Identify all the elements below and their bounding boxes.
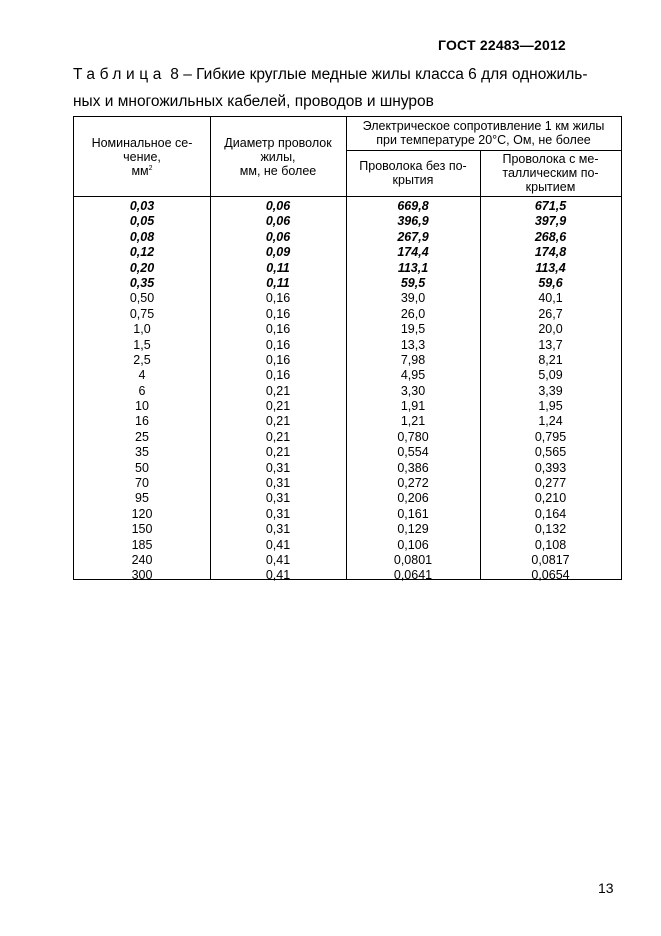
cell-resistance-coated: 59,6 xyxy=(538,275,563,290)
group-header-resistance xyxy=(346,119,621,147)
table-row xyxy=(74,491,621,506)
table-caption-label: Таблица xyxy=(73,66,166,83)
cell-section: 0,03 xyxy=(129,199,155,213)
column-header-bare xyxy=(346,159,480,187)
column-header-section-line2: чение, xyxy=(123,150,161,164)
table-row xyxy=(74,353,621,368)
cell-resistance-bare: 0,106 xyxy=(397,537,429,552)
cell-resistance-coated: 0,108 xyxy=(534,537,567,552)
cell-resistance-coated: 20,0 xyxy=(538,322,563,337)
cell-diameter: 0,21 xyxy=(265,445,291,460)
page-number: 13 xyxy=(598,880,614,896)
cell-resistance-bare: 0,386 xyxy=(397,460,429,475)
cell-section: 0,35 xyxy=(129,275,155,290)
cell-resistance-coated: 0,0654 xyxy=(531,568,570,583)
cell-diameter: 0,11 xyxy=(266,275,290,290)
table-row xyxy=(74,461,621,476)
cell-resistance-bare: 0,780 xyxy=(397,429,429,444)
cell-section: 240 xyxy=(131,552,153,567)
cell-diameter: 0,16 xyxy=(265,291,291,306)
cell-diameter: 0,31 xyxy=(265,506,291,521)
cell-section: 120 xyxy=(131,506,153,521)
table-row xyxy=(74,307,621,322)
column-header-diameter-line3: мм, не более xyxy=(239,164,317,178)
cell-resistance-bare: 13,3 xyxy=(400,337,426,352)
column-header-coated-line3: крытием xyxy=(525,180,576,194)
column-header-coated-line1: Проволока с ме- xyxy=(502,152,599,166)
cell-resistance-bare: 0,206 xyxy=(397,491,429,506)
table-row xyxy=(74,430,621,445)
cell-diameter: 0,41 xyxy=(265,552,291,567)
cell-resistance-bare: 113,1 xyxy=(397,260,429,275)
column-header-diameter-line1: Диаметр проволок xyxy=(224,136,332,150)
cell-resistance-bare: 0,0801 xyxy=(393,552,433,567)
table-row xyxy=(74,291,621,306)
table-body xyxy=(74,199,621,584)
table-row xyxy=(74,230,621,245)
column-header-section xyxy=(74,136,210,178)
cell-resistance-coated: 8,21 xyxy=(538,352,563,367)
cell-resistance-coated: 0,164 xyxy=(534,506,567,521)
group-header-resistance-line2: при температуре 20°С, Ом, не более xyxy=(376,133,591,147)
cell-section: 50 xyxy=(135,460,149,475)
cell-resistance-coated: 268,6 xyxy=(534,229,567,244)
cell-resistance-coated: 0,277 xyxy=(534,476,567,491)
table-row xyxy=(74,276,621,291)
header-bottom-divider xyxy=(74,196,621,197)
table-row xyxy=(74,399,621,414)
cell-section: 0,50 xyxy=(129,291,155,306)
cell-section: 150 xyxy=(131,522,153,537)
cell-section: 2,5 xyxy=(133,352,151,367)
cell-resistance-bare: 3,30 xyxy=(400,383,426,398)
cell-resistance-coated: 671,5 xyxy=(534,199,567,213)
cell-resistance-coated: 0,0817 xyxy=(531,552,570,567)
cell-resistance-coated: 0,132 xyxy=(534,522,567,537)
table-row xyxy=(74,507,621,522)
cell-resistance-bare: 1,91 xyxy=(400,399,426,414)
resistance-table xyxy=(73,116,622,583)
cell-diameter: 0,41 xyxy=(265,568,291,583)
cell-resistance-bare: 19,5 xyxy=(400,322,426,337)
column-header-bare-line2: крытия xyxy=(392,173,434,187)
cell-section: 0,08 xyxy=(129,229,155,244)
cell-diameter: 0,21 xyxy=(265,383,291,398)
table-row xyxy=(74,368,621,383)
cell-section: 300 xyxy=(131,568,153,583)
cell-section: 70 xyxy=(135,476,149,491)
table-caption-text-line2: ных и многожильных кабелей, проводов и шнуров xyxy=(73,93,434,110)
column-header-diameter-line2: жилы, xyxy=(260,150,296,164)
cell-diameter: 0,21 xyxy=(265,429,291,444)
group-header-divider xyxy=(346,150,621,151)
cell-diameter: 0,06 xyxy=(265,199,291,213)
table-row xyxy=(74,214,621,229)
cell-resistance-coated: 113,4 xyxy=(535,260,566,275)
column-header-coated-line2: таллическим по- xyxy=(502,166,599,180)
table-caption-text-line1: 8 – Гибкие круглые медные жилы класса 6 для одножиль- xyxy=(165,66,588,83)
column-header-section-unit xyxy=(74,164,210,178)
cell-resistance-bare: 669,8 xyxy=(397,199,429,213)
table-row xyxy=(74,338,621,353)
cell-diameter: 0,16 xyxy=(265,322,291,337)
cell-diameter: 0,31 xyxy=(265,522,291,537)
table-caption xyxy=(73,61,621,115)
cell-section: 10 xyxy=(135,399,149,414)
cell-section: 0,12 xyxy=(129,245,155,260)
table-row xyxy=(74,445,621,460)
document-code: ГОСТ 22483—2012 xyxy=(438,37,566,53)
cell-resistance-bare: 0,554 xyxy=(397,445,429,460)
cell-diameter: 0,41 xyxy=(265,537,291,552)
cell-resistance-coated: 397,9 xyxy=(534,214,567,229)
cell-section: 185 xyxy=(131,537,153,552)
cell-resistance-bare: 0,0641 xyxy=(393,568,433,583)
cell-resistance-coated: 40,1 xyxy=(538,291,563,306)
cell-resistance-coated: 0,393 xyxy=(534,460,567,475)
column-header-diameter xyxy=(210,136,346,178)
column-header-coated xyxy=(480,152,621,194)
cell-resistance-coated: 5,09 xyxy=(538,368,563,383)
cell-section: 25 xyxy=(135,429,149,444)
cell-section: 0,20 xyxy=(129,260,155,275)
cell-resistance-coated: 0,565 xyxy=(534,445,567,460)
cell-resistance-coated: 0,795 xyxy=(534,429,567,444)
cell-diameter: 0,21 xyxy=(265,414,291,429)
table-row xyxy=(74,199,621,214)
cell-section: 95 xyxy=(135,491,149,506)
table-row xyxy=(74,568,621,583)
column-header-section-line1: Номинальное се- xyxy=(91,136,193,150)
cell-section: 4 xyxy=(138,368,146,383)
table-row xyxy=(74,522,621,537)
table-row xyxy=(74,538,621,553)
cell-resistance-bare: 7,98 xyxy=(400,352,426,367)
table-row xyxy=(74,476,621,491)
table-row xyxy=(74,322,621,337)
group-header-resistance-line1: Электрическое сопротивление 1 км жилы xyxy=(362,119,605,133)
table-row xyxy=(74,384,621,399)
cell-diameter: 0,16 xyxy=(265,352,291,367)
cell-resistance-coated: 1,95 xyxy=(538,399,563,414)
cell-diameter: 0,09 xyxy=(265,245,291,260)
cell-diameter: 0,16 xyxy=(265,306,291,321)
table-row xyxy=(74,414,621,429)
cell-resistance-coated: 3,39 xyxy=(538,383,563,398)
cell-diameter: 0,16 xyxy=(265,368,291,383)
cell-resistance-bare: 0,161 xyxy=(397,506,429,521)
cell-resistance-bare: 1,21 xyxy=(400,414,426,429)
cell-section: 0,75 xyxy=(129,306,155,321)
column-header-section-unit-text: мм xyxy=(131,164,149,178)
cell-resistance-bare: 4,95 xyxy=(400,368,426,383)
cell-resistance-bare: 267,9 xyxy=(397,229,429,244)
table-row xyxy=(74,553,621,568)
cell-resistance-coated: 13,7 xyxy=(538,337,563,352)
cell-resistance-coated: 174,8 xyxy=(534,245,567,260)
cell-diameter: 0,06 xyxy=(265,229,291,244)
cell-resistance-bare: 59,5 xyxy=(400,275,426,290)
cell-section: 1,5 xyxy=(133,337,151,352)
cell-resistance-bare: 174,4 xyxy=(397,245,429,260)
column-header-section-unit-sup: 2 xyxy=(148,164,153,172)
cell-diameter: 0,31 xyxy=(265,460,291,475)
cell-diameter: 0,21 xyxy=(265,399,291,414)
cell-resistance-coated: 26,7 xyxy=(538,306,563,321)
cell-resistance-coated: 1,24 xyxy=(538,414,563,429)
table-row xyxy=(74,245,621,260)
cell-section: 1,0 xyxy=(133,322,151,337)
cell-diameter: 0,11 xyxy=(266,260,290,275)
cell-diameter: 0,31 xyxy=(265,476,291,491)
cell-resistance-bare: 26,0 xyxy=(400,306,426,321)
table-row xyxy=(74,261,621,276)
column-header-bare-line1: Проволока без по- xyxy=(359,159,467,173)
cell-diameter: 0,16 xyxy=(265,337,291,352)
cell-resistance-bare: 0,272 xyxy=(397,476,429,491)
cell-resistance-bare: 396,9 xyxy=(397,214,429,229)
cell-resistance-bare: 0,129 xyxy=(397,522,429,537)
cell-section: 6 xyxy=(138,383,146,398)
cell-diameter: 0,31 xyxy=(265,491,291,506)
cell-resistance-coated: 0,210 xyxy=(534,491,567,506)
cell-section: 35 xyxy=(135,445,149,460)
cell-section: 0,05 xyxy=(129,214,155,229)
cell-diameter: 0,06 xyxy=(265,214,291,229)
cell-resistance-bare: 39,0 xyxy=(400,291,426,306)
cell-section: 16 xyxy=(135,414,149,429)
